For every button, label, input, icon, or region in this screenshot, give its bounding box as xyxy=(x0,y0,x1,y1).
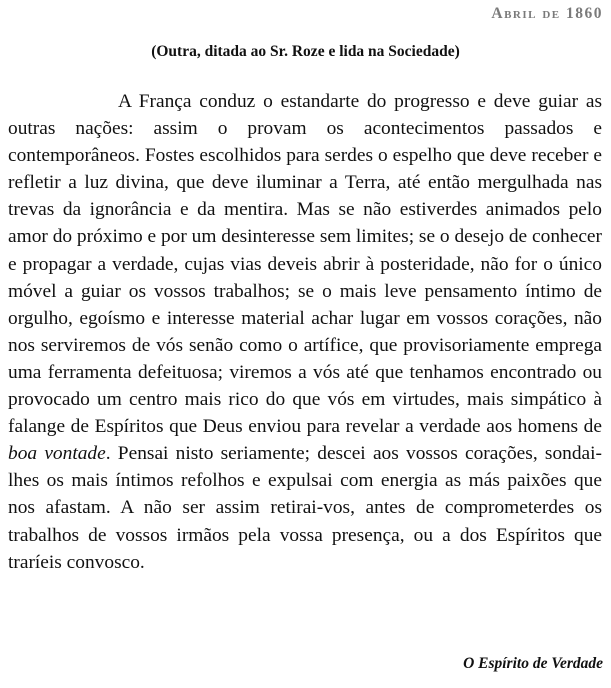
message-body xyxy=(8,88,602,576)
body-text-part-2: . Pensai nisto seriamente; descei aos vossos corações, sondai-lhes os mais íntimos refolhos e expulsai com energia as más paixões que nos afastam. A não ser assim retirai-vos, antes de comprometerdes os trabalhos de vossos irmãos pela vossa presença, ou a dos Espíritos que traríeis convosco. xyxy=(8,443,602,573)
body-text-part-1: A França conduz o estandarte do progresso e deve guiar as outras nações: assim o provam os acontecimentos passados e contemporâneos. Fostes escolhidos para serdes o espelho que deve receber e refletir a luz divina, que deve iluminar a Terra, até então mergulhada nas trevas da ignorância e da mentira. Mas se não estiverdes animados pelo amor do próximo e por um desinteresse sem limites; se o desejo de conhecer e propagar a verdade, cujas vias deveis abrir à posteridade, não for o único móvel a guiar os vossos trabalhos; se o mais leve pensamento íntimo de orgulho, egoísmo e interesse material achar lugar em vossos corações, não nos serviremos de vós senão como o artífice, que provisoriamente emprega uma ferramenta defeituosa; viremos a vós até que tenhamos encontrado ou provocado um centro mais rico do que vós em virtudes, mais simpático à falange de Espíritos que Deus enviou para revelar a verdade aos homens de xyxy=(8,91,602,438)
signature: O Espírito de Verdade xyxy=(463,655,603,672)
body-italic-phrase: boa vontade xyxy=(8,443,106,465)
running-header: Abril de 1860 xyxy=(491,5,603,22)
message-subtitle: (Outra, ditada ao Sr. Roze e lida na Sociedade) xyxy=(151,43,460,60)
